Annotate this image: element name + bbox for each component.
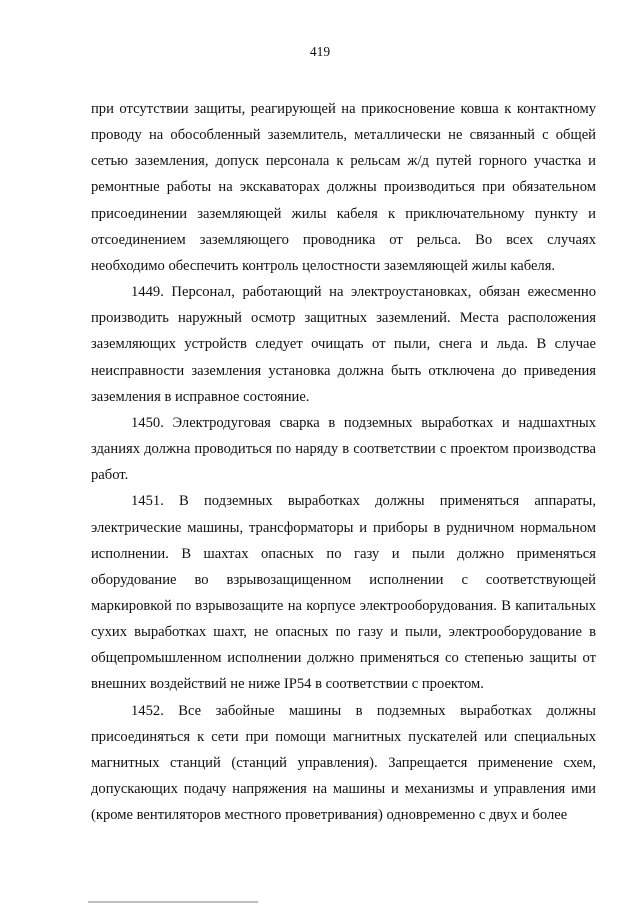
paragraph-1449: 1449. Персонал, работающий на электроустановках, обязан ежесменно производить наружный осмотр защитных заземлений. Места расположения заземляющих устройств следует очищать от пыли, снега и льда. В случае неисправности заземления установка должна быть отключена до приведения заземления в исправное состояние. [91, 284, 596, 405]
scan-edge-mark [88, 901, 258, 903]
paragraph-continuation: при отсутствии защиты, реагирующей на прикосновение ковша к контактному проводу на обособленный заземлитель, металлически не связанный с общей сетью заземления, допуск персонала к рельсам ж/д путей горного участка и ремонтные работы на экскаваторах должны производиться при обязательном присоединении заземляющей жилы кабеля к приключательному пункту и отсоединением заземляющего проводника от рельса. Во всех случаях необходимо обеспечить контроль целостности заземляющей жилы кабеля. [91, 101, 596, 274]
paragraph-1450: 1450. Электродуговая сварка в подземных выработках и надшахтных зданиях должна проводиться по наряду в соответствии с проектом производства работ. [91, 414, 596, 484]
paragraph-1452: 1452. Все забойные машины в подземных выработках должны присоединяться к сети при помощи магнитных пускателей или специальных магнитных станций (станций управления). Запрещается применение схем, допускающих подачу напряжения на машины и механизмы и управления ими (кроме вентиляторов местного проветривания) одновременно с двух и более [91, 702, 596, 824]
body-text [91, 96, 596, 828]
page-number: 419 [309, 44, 331, 59]
paragraph-1451: 1451. В подземных выработках должны применяться аппараты, электрические машины, трансформаторы и приборы в рудничном нормальном исполнении. В шахтах опасных по газу и пыли должно применяться оборудование во взрывозащищенном исполнении с соответствующей маркировкой по взрывозащите на корпусе электрооборудования. В капитальных сухих выработках шахт, не опасных по газу и пыли, электрооборудование в общепромышленном исполнении должно применяться со степенью защиты от внешних воздействий не ниже IP54 в соответствии с проектом. [91, 493, 596, 693]
